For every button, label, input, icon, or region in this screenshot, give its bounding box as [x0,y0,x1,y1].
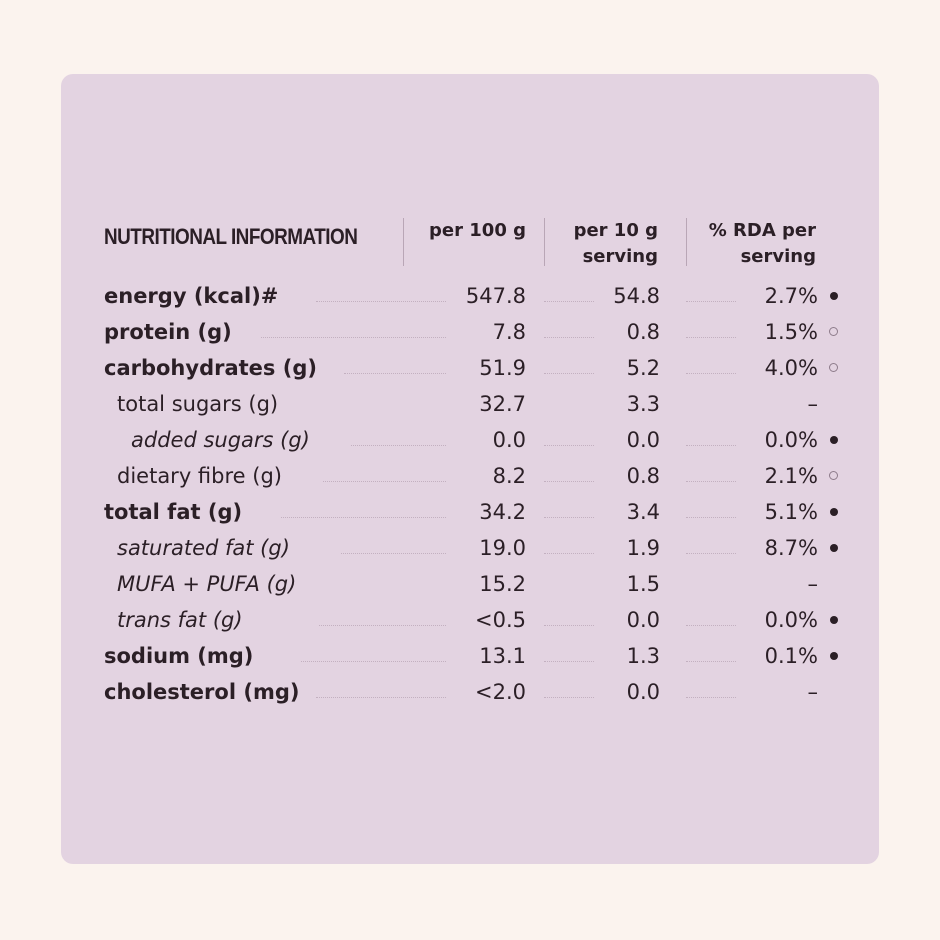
leader-dots [686,553,736,554]
column-header-per-10g-line1: per 10 g [573,220,658,241]
value-rda: 4.0% [764,356,818,380]
leader-dots [686,625,736,626]
value-per-100g: 547.8 [465,284,526,308]
filled-dot-icon [830,652,838,660]
column-header-per-10g [548,218,658,270]
leader-dots [686,445,736,446]
filled-dot-icon [830,544,838,552]
nutrient-label: cholesterol (mg) [104,680,300,704]
value-per-100g: 34.2 [479,500,526,524]
leader-dots [281,517,446,518]
nutrient-label: total sugars (g) [117,392,279,416]
value-per-100g: <0.5 [475,608,526,632]
column-divider [544,218,545,266]
table-row [61,314,879,350]
value-rda: 5.1% [764,500,818,524]
nutrient-label: total fat (g) [104,500,243,524]
filled-dot-icon [830,292,838,300]
value-per-10g: 1.9 [626,536,660,560]
value-rda: 2.1% [764,464,818,488]
filled-dot-icon [830,508,838,516]
value-per-10g: 0.8 [626,320,660,344]
value-per-100g: 8.2 [492,464,526,488]
value-rda: – [807,572,818,596]
leader-dots [544,337,594,338]
leader-dots [686,301,736,302]
nutrient-label: sodium (mg) [104,644,254,668]
value-per-10g: 3.3 [626,392,660,416]
leader-dots [544,481,594,482]
table-row [61,530,879,566]
value-rda: 0.1% [764,644,818,668]
column-header-per-100g [429,218,526,244]
nutrient-label: protein (g) [104,320,232,344]
column-header-rda-line2: serving [740,246,816,267]
leader-dots [351,445,446,446]
leader-dots [544,373,594,374]
value-rda: – [807,680,818,704]
leader-dots [544,553,594,554]
value-per-100g: 15.2 [479,572,526,596]
value-per-10g: 54.8 [613,284,660,308]
column-header-per-10g-line2: serving [582,246,658,267]
nutrient-label: MUFA + PUFA (g) [117,572,297,596]
leader-dots [544,301,594,302]
table-title: NUTRITIONAL INFORMATION [104,224,358,249]
leader-dots [686,337,736,338]
leader-dots [544,625,594,626]
table-row [61,350,879,386]
hollow-dot-icon [829,363,838,372]
nutrition-card [61,74,879,864]
nutrient-label: added sugars (g) [131,428,310,452]
leader-dots [686,697,736,698]
value-rda: 1.5% [764,320,818,344]
table-row [61,674,879,710]
leader-dots [686,373,736,374]
leader-dots [344,373,446,374]
value-per-10g: 5.2 [626,356,660,380]
leader-dots [544,697,594,698]
column-header-per-100g-text: per 100 g [429,220,526,241]
table-row [61,566,879,602]
nutrient-label: saturated fat (g) [117,536,290,560]
value-rda: 0.0% [764,608,818,632]
value-per-10g: 3.4 [626,500,660,524]
nutrient-label: energy (kcal)# [104,284,279,308]
leader-dots [316,697,446,698]
filled-dot-icon [830,436,838,444]
leader-dots [544,661,594,662]
value-per-100g: 19.0 [479,536,526,560]
value-per-100g: 32.7 [479,392,526,416]
table-row [61,458,879,494]
value-per-100g: <2.0 [475,680,526,704]
filled-dot-icon [830,616,838,624]
value-per-10g: 0.8 [626,464,660,488]
value-per-100g: 51.9 [479,356,526,380]
leader-dots [341,553,446,554]
value-per-100g: 13.1 [479,644,526,668]
value-rda: 0.0% [764,428,818,452]
leader-dots [686,517,736,518]
table-row [61,494,879,530]
value-rda: 2.7% [764,284,818,308]
table-row [61,278,879,314]
value-per-100g: 0.0 [492,428,526,452]
leader-dots [544,517,594,518]
nutrient-label: carbohydrates (g) [104,356,317,380]
leader-dots [323,481,446,482]
table-row [61,638,879,674]
value-per-10g: 1.3 [626,644,660,668]
leader-dots [544,445,594,446]
hollow-dot-icon [829,327,838,336]
column-header-rda [676,218,816,270]
value-rda: – [807,392,818,416]
hollow-dot-icon [829,471,838,480]
column-divider [403,218,404,266]
value-per-100g: 7.8 [492,320,526,344]
value-rda: 8.7% [764,536,818,560]
table-row [61,386,879,422]
nutrient-label: dietary fibre (g) [117,464,282,488]
leader-dots [261,337,446,338]
value-per-10g: 0.0 [626,608,660,632]
leader-dots [686,481,736,482]
column-header-rda-line1: % RDA per [708,220,816,241]
value-per-10g: 0.0 [626,680,660,704]
table-row [61,422,879,458]
leader-dots [686,661,736,662]
leader-dots [319,625,446,626]
leader-dots [316,301,446,302]
table-row [61,602,879,638]
value-per-10g: 1.5 [626,572,660,596]
nutrient-label: trans fat (g) [117,608,243,632]
value-per-10g: 0.0 [626,428,660,452]
leader-dots [301,661,446,662]
